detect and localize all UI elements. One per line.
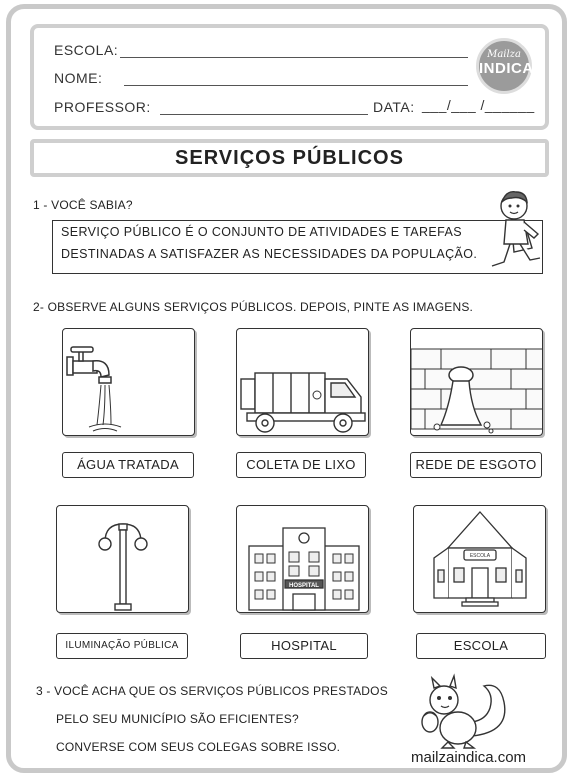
question1-heading: 1 - VOCÊ SABIA?	[33, 198, 133, 212]
question3-line-2: PELO SEU MUNICÍPIO SÃO EFICIENTES?	[56, 712, 299, 726]
school-card	[413, 505, 546, 613]
hospital-card	[236, 505, 369, 613]
garbage-card	[236, 328, 369, 436]
label-hospital: HOSPITAL	[240, 633, 368, 659]
school-icon	[414, 506, 546, 613]
squirrel-icon	[414, 672, 514, 750]
website-url[interactable]: mailzaindica.com	[411, 749, 527, 766]
hospital-sign: HOSPITAL	[289, 583, 319, 589]
question2-heading: 2- OBSERVE ALGUNS SERVIÇOS PÚBLICOS. DEPOIS, PINTE AS IMAGENS.	[33, 300, 474, 314]
page-title: SERVIÇOS PÚBLICOS	[175, 147, 404, 169]
label-school: ESCOLA	[416, 633, 546, 659]
info-box	[52, 220, 543, 274]
info-line-2: DESTINADAS A SATISFAZER AS NECESSIDADES DA POPULAÇÃO.	[61, 247, 478, 261]
school-sign: ESCOLA	[469, 553, 491, 559]
faucet-icon	[63, 329, 195, 436]
question3-line-1: 3 - VOCÊ ACHA QUE OS SERVIÇOS PÚBLICOS PRESTADOS	[36, 684, 388, 698]
name-field[interactable]	[124, 85, 468, 86]
lamp-card	[56, 505, 189, 613]
sewer-pipe-icon	[411, 329, 543, 436]
sewer-card	[410, 328, 543, 436]
brand-logo	[476, 38, 532, 94]
title-box	[30, 139, 549, 177]
info-line-1: SERVIÇO PÚBLICO É O CONJUNTO DE ATIVIDADES E TAREFAS	[61, 225, 462, 239]
water-card	[62, 328, 195, 436]
date-label: DATA:	[373, 99, 415, 115]
teacher-label: PROFESSOR:	[54, 99, 151, 115]
street-lamp-icon	[57, 506, 189, 613]
label-lamp: ILUMINAÇÃO PÚBLICA	[56, 633, 188, 659]
logo-text: INDICA	[479, 60, 534, 77]
teacher-field[interactable]	[160, 114, 368, 115]
label-garbage: COLETA DE LIXO	[236, 452, 366, 478]
date-field[interactable]: ___/___ /______	[422, 97, 535, 113]
name-label: NOME:	[54, 70, 103, 86]
school-label: ESCOLA:	[54, 42, 119, 58]
question3-line-3: CONVERSE COM SEUS COLEGAS SOBRE ISSO.	[56, 740, 341, 754]
label-sewer: REDE DE ESGOTO	[410, 452, 542, 478]
logo-script: Mailza	[487, 49, 521, 60]
garbage-truck-icon	[237, 329, 369, 436]
school-field[interactable]	[120, 57, 468, 58]
boy-walking-icon	[482, 186, 550, 274]
label-water: ÁGUA TRATADA	[62, 452, 194, 478]
hospital-icon	[237, 506, 369, 613]
